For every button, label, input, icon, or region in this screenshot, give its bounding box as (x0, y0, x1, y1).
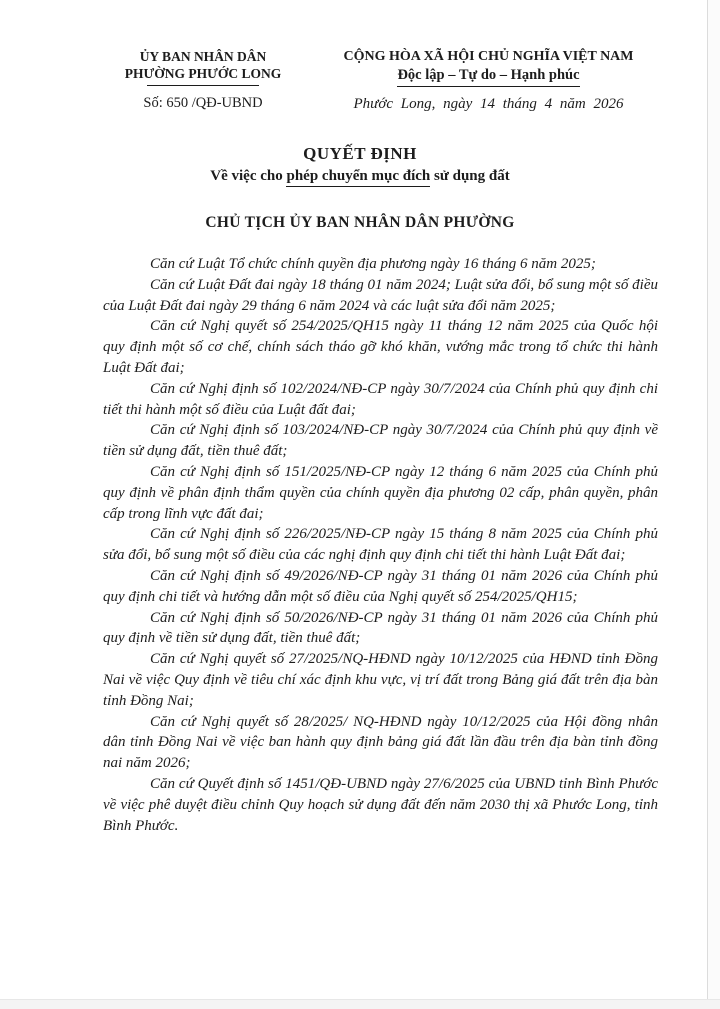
document-title: QUYẾT ĐỊNH (303, 144, 417, 163)
body-paragraph: Căn cứ Nghị định số 103/2024/NĐ-CP ngày 30/7/2024 của Chính phủ quy định về tiền sử dụng đất, tiền thuê đất; (103, 422, 658, 460)
document-subtitle (0, 165, 720, 187)
title-block (0, 143, 720, 232)
body-paragraph: Căn cứ Nghị quyết số 254/2025/QH15 ngày 11 tháng 12 năm 2025 của Quốc hội quy định một số cơ chế, chính sách tháo gỡ khó khăn, vướng mắc trong tổ chức thi hành Luật Đất đai; (103, 318, 658, 376)
body-paragraph: Căn cứ Nghị định số 50/2026/NĐ-CP ngày 31 tháng 01 năm 2026 của Chính phủ quy định về tiền sử dụng đất, tiền thuê đất; (103, 609, 658, 647)
subtitle-underlined: phép chuyển mục đích (286, 168, 430, 187)
subtitle-pre: Về việc cho (210, 168, 287, 184)
issuing-authority-block (78, 48, 328, 113)
national-motto-block (321, 48, 656, 113)
national-title: CỘNG HÒA XÃ HỘI CHỦ NGHĨA VIỆT NAM (343, 49, 634, 64)
body-paragraph: Căn cứ Nghị định số 49/2026/NĐ-CP ngày 31 tháng 01 năm 2026 của Chính phủ quy định chi tiết và hướng dẫn một số điều của Nghị quyết số 254/2025/QH15; (103, 567, 658, 605)
legal-basis-section (103, 254, 658, 836)
place-date-line: Phước Long, ngày 14 tháng 4 năm 2026 (353, 96, 624, 112)
body-paragraph: Căn cứ Nghị quyết số 28/2025/ NQ-HĐND ngày 10/12/2025 của Hội đồng nhân dân tỉnh Đồng Nai về việc ban hành quy định bảng giá đất lần đầu trên địa bàn tỉnh đồng nai năm 2026; (103, 713, 658, 772)
page-right-edge (707, 0, 720, 1009)
body-paragraph: Căn cứ Quyết định số 1451/QĐ-UBND ngày 27/6/2025 của UBND tỉnh Bình Phước về việc phê duyệt điều chỉnh Quy hoạch sử dụng đất đến năm 2030 thị xã Phước Long, tỉnh Bình Phước. (103, 775, 658, 834)
subtitle-post: sử dụng đất (430, 168, 510, 184)
body-paragraph: Căn cứ Nghị quyết số 27/2025/NQ-HĐND ngày 10/12/2025 của HĐND tỉnh Đồng Nai về việc Quy định về tiêu chí xác định khu vực, vị trí đất trong Bảng giá đất trên địa bàn tỉnh Đồng Nai; (103, 651, 658, 709)
issuing-authority-line2: PHƯỜNG PHƯỚC LONG (124, 66, 282, 81)
document-header (0, 0, 720, 113)
body-paragraph: Căn cứ Nghị định số 151/2025/NĐ-CP ngày 12 tháng 6 năm 2025 của Chính phủ quy định về phân định thẩm quyền của chính quyền địa phương 02 cấp, phân quyền, phân cấp trong lĩnh vực đất đai; (103, 463, 658, 522)
document-number: Số: 650 /QĐ-UBND (143, 95, 263, 111)
header-divider-rule (147, 85, 259, 86)
body-paragraph: Căn cứ Nghị định số 102/2024/NĐ-CP ngày 30/7/2024 của Chính phủ quy định chi tiết thi hành một số điều của Luật đất đai; (103, 380, 658, 418)
body-paragraph: Căn cứ Luật Tổ chức chính quyền địa phương ngày 16 tháng 6 năm 2025; (150, 256, 596, 272)
body-paragraph: Căn cứ Nghị định số 226/2025/NĐ-CP ngày 15 tháng 8 năm 2025 của Chính phủ sửa đổi, bổ sung một số điều của các nghị định quy định chi tiết thi hành Luật Đất đai; (103, 526, 658, 564)
issuing-authority-line1: ỦY BAN NHÂN DÂN (139, 49, 267, 64)
page-bottom-edge (0, 999, 720, 1009)
signing-authority-title: CHỦ TỊCH ỦY BAN NHÂN DÂN PHƯỜNG (205, 214, 515, 231)
national-motto: Độc lập – Tự do – Hạnh phúc (397, 66, 579, 87)
body-paragraph: Căn cứ Luật Đất đai ngày 18 tháng 01 năm 2024; Luật sửa đổi, bổ sung một số điều của Luật Đất đai ngày 29 tháng 6 năm 2024 và các luật sửa đổi năm 2025; (103, 276, 658, 314)
